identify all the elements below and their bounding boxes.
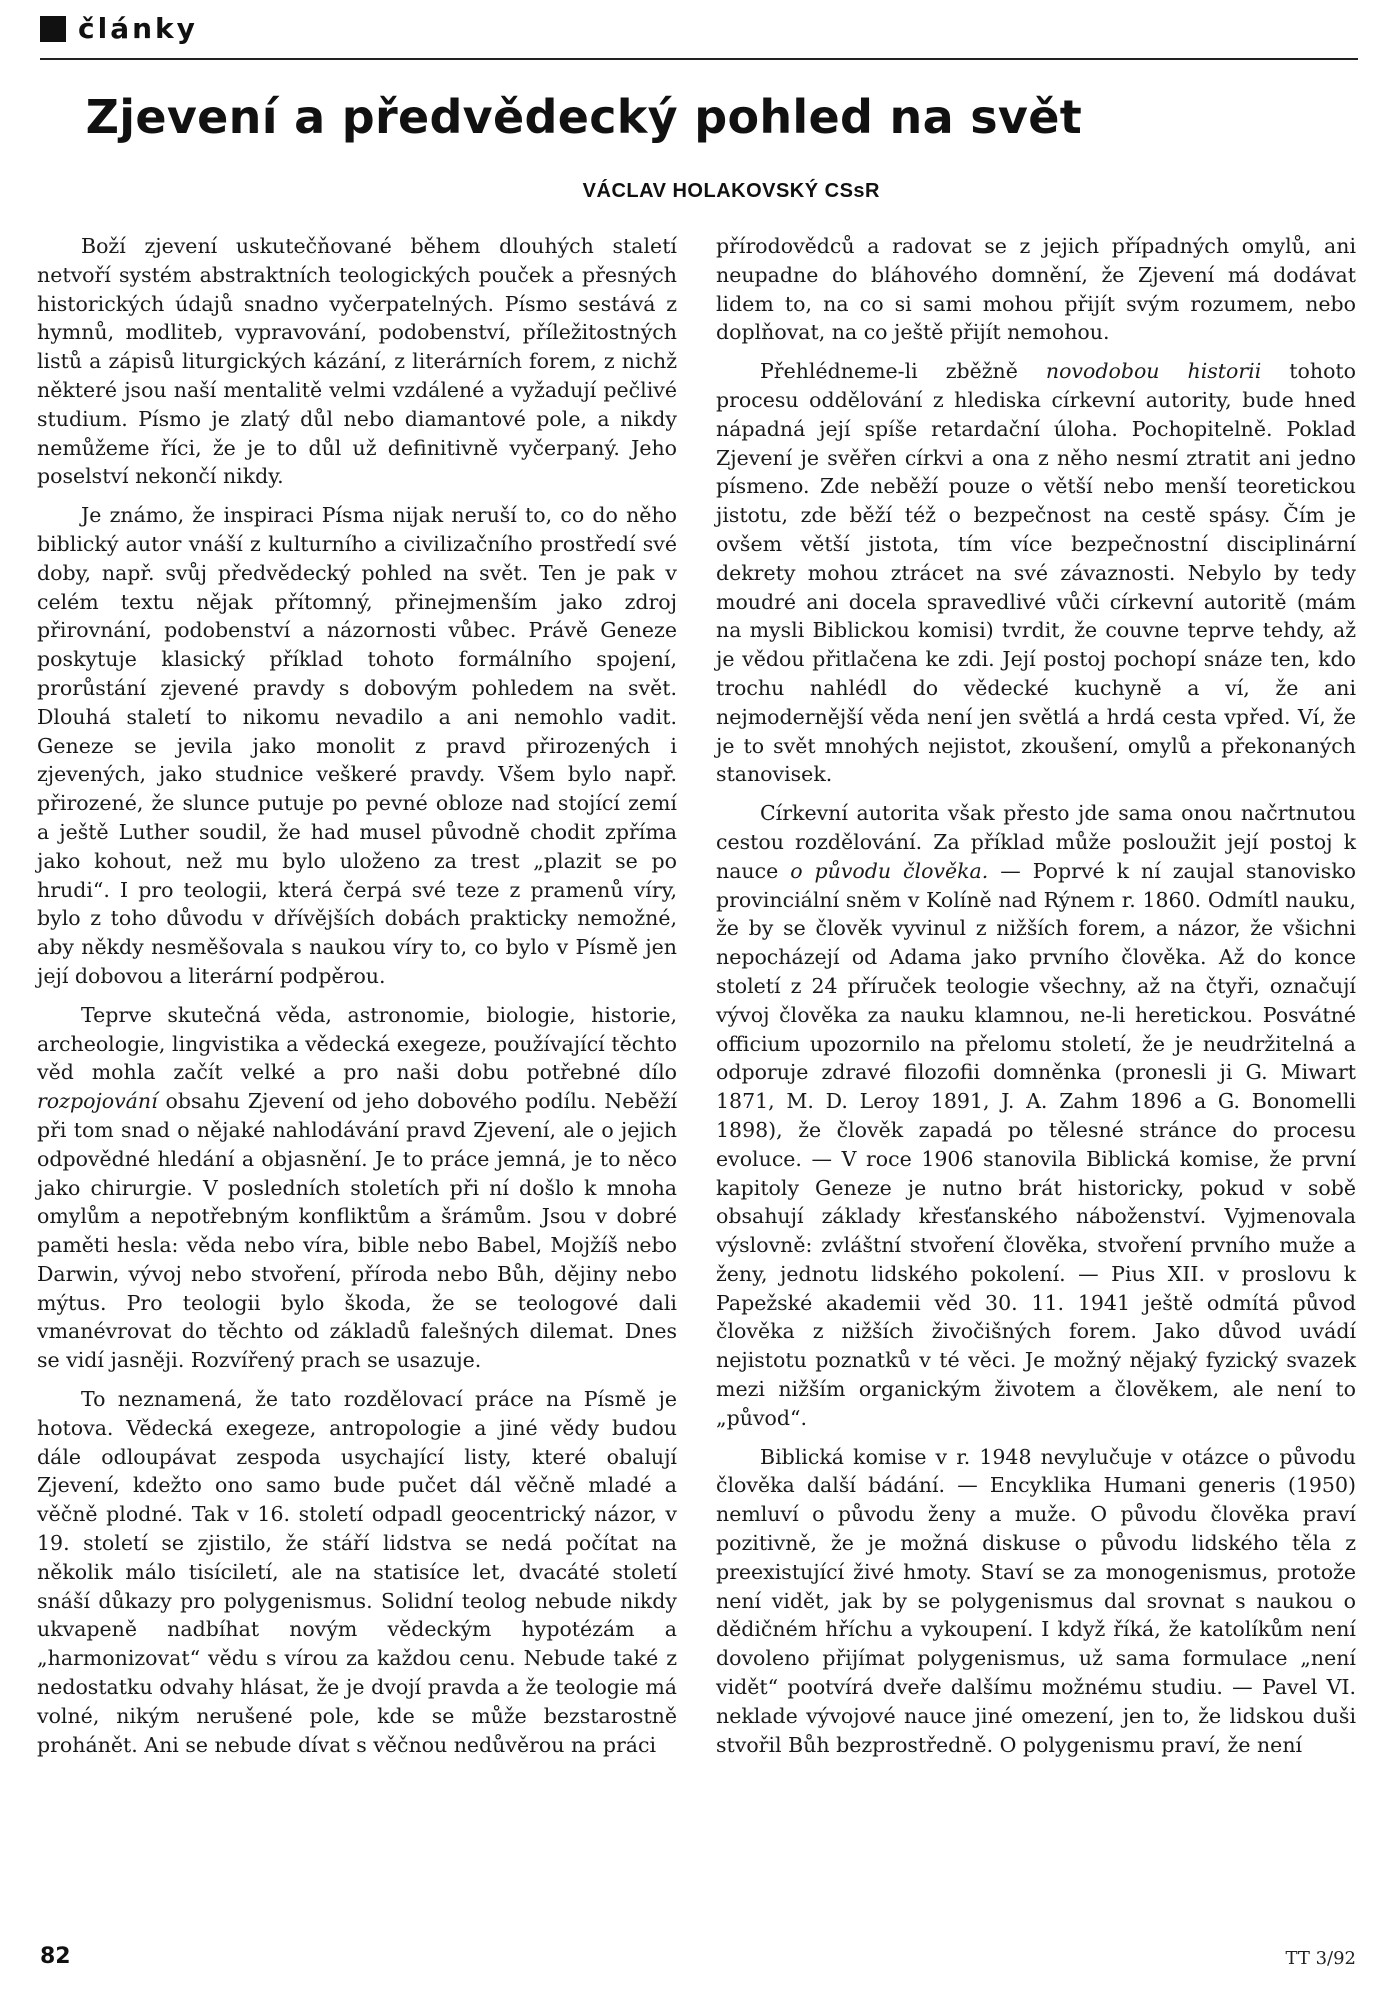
page-number: 82	[40, 1944, 71, 1969]
paragraph-text: — Poprvé k ní zaujal stanovisko provinciální sněm v Kolíně nad Rýnem r. 1860. Odmítl nauku, že by se člověk vyvinul z nižších forem, a názor, že všichni nepocházejí od Adama jako prvního člověka. Až do konce století z 24 příruček teologie všechny, až na čtyři, označují vývoj člověka za nauku klamnou, ne-li heretickou. Posvátné officium upozornilo na přelomu století, že je neudržitelná a odporuje zdravé filozofii domněnka (pronesli ji G. Miwart 1871, M. D. Leroy 1891, J. A. Zahm 1896 a G. Bonomelli 1898), že člověk zapadá po tělesné stránce do procesu evoluce. — V roce 1906 stanovila Biblická komise, že první kapitoly Geneze je nutno brát historicky, pokud v sobě obsahují základy křesťanského náboženství. Vyjmenovala výslovně: zvláštní stvoření člověka, stvoření prvního muže a ženy, jednotu lidského pokolení. — Pius XII. v proslovu k Papežské akademii věd 30. 11. 1941 ještě odmítá původ člověka z nižších živočišných forem. Jako důvod uvádí nejistotu poznatků v té věci. Je možný nějaký fyzický svazek mezi nižším organickým životem a člověkem, ale není to „původ“.	[716, 858, 1356, 1430]
article-author: VÁCLAV HOLAKOVSKÝ CSsR	[582, 180, 880, 202]
right-column	[716, 232, 1356, 1769]
emphasis-text: novodobou historii	[1045, 359, 1262, 384]
paragraph-text: obsahu Zjevení od jeho dobového podílu. Neběží při tom snad o nějaké nahlodávání pravd Zjevení, ale o jejich odpovědné hledání a objasnění. Je to práce jemná, je to něco jako chirurgie. V posledních stoletích při ní došlo k mnoha omylům a nepotřebným konfliktům a šrámům. Jsou v dobré paměti hesla: věda nebo víra, bible nebo Babel, Mojžíš nebo Darwin, vývoj nebo stvoření, příroda nebo Bůh, dějiny nebo mýtus. Pro teologii bylo škoda, že se teologové dali vmanévrovat do těchto od základů falešných dilemat. Dnes se vidí jasněji. Rozvířený prach se usazuje.	[37, 1089, 677, 1373]
emphasis-text: o původu člověka.	[790, 858, 989, 883]
left-column	[37, 232, 677, 1769]
paragraph-text: Teprve skutečná věda, astronomie, biologie, historie, archeologie, lingvistika a vědecká exegeze, používající těchto věd mohla začít velké a pro naši dobu potřebné dílo	[37, 1002, 677, 1085]
header-rule	[40, 58, 1358, 60]
paragraph: Je známo, že inspiraci Písma nijak neruší to, co do něho biblický autor vnáší z kulturního a civilizačního prostředí své doby, např. svůj předvědecký pohled na svět. Ten je pak v celém textu nějak přítomný, přinejmenším jako zdroj přirovnání, podobenství a názornosti vůbec. Právě Geneze poskytuje klasický příklad tohoto formálního spojení, prorůstání zjevené pravdy s dobovým pohledem na svět. Dlouhá staletí to nikomu nevadilo a ani nemohlo vadit. Geneze se jevila jako monolit z pravd přirozených i zjevených, jako studnice veškeré pravdy. Všem bylo např. přirozené, že slunce putuje po pevné obloze nad stojící zemí a ještě Luther soudil, že had musel původně chodit zpříma jako kohout, než mu bylo uloženo za trest „plazit se po hrudi“. I pro teologii, která čerpá své teze z pramenů víry, bylo z toho důvodu v dřívějších dobách prakticky nemožné, aby někdy nesměšovala s naukou víry to, co bylo v Písmě jen její dobovou a literární podpěrou.	[37, 503, 677, 988]
paragraph-text: Církevní autorita však přesto jde sama onou načrtnutou cestou rozdělování. Za příklad může posloužit její postoj k nauce	[716, 801, 1356, 883]
article-title: Zjevení a předvědecký pohled na svět	[85, 90, 1082, 144]
paragraph	[716, 357, 1356, 789]
section-marker-square	[40, 16, 66, 42]
paragraph: To neznamená, že tato rozdělovací práce na Písmě je hotova. Vědecká exegeze, antropologie a jiné vědy budou dále odloupávat zespoda usychající listy, které obalují Zjevení, kdežto ono samo bude pučet dál věčně mladé a věčně plodné. Tak v 16. století odpadl geocentrický názor, v 19. století se zjistilo, že stáří lidstva se nedá počítat na několik málo tisíciletí, ale na statisíce let, dvacáté století snáší důkazy pro polygenismus. Solidní teolog nebude nikdy ukvapeně nadbíhat novým vědeckým hypotézám a „harmonizovat“ vědu s vírou za každou cenu. Nebude také z nedostatku odvahy hlásat, že je dvojí pravda a že teologie má volné, nikým nerušené pole, kde se může bezstarostně prohánět. Ani se nebude dívat s věčnou nedůvěrou na práci	[37, 1387, 677, 1757]
paragraph: Boží zjevení uskutečňované během dlouhých staletí netvoří systém abstraktních teologických pouček a přesných historických údajů snadno vyčerpatelných. Písmo sestává z hymnů, modliteb, vypravování, podobenství, příležitostných listů a zápisů liturgických kázání, z literárních forem, z nichž některé jsou naší mentalitě velmi vzdálené a vyžadují pečlivé studium. Písmo je zlatý důl nebo diamantové pole, a nikdy nemůžeme říci, že je to důl už definitivně vyčerpaný. Jeho poselství nekončí nikdy.	[37, 234, 677, 489]
paragraph: Biblická komise v r. 1948 nevylučuje v otázce o původu člověka další bádání. — Encyklika Humani generis (1950) nemluví o původu ženy a muže. O původu člověka praví pozitivně, že je možná diskuse o původu lidského těla z preexistující živé hmoty. Staví se za monogenismus, protože není vidět, jak by se polygenismus dal srovnat s naukou o dědičném hříchu a vykoupení. I když říká, že katolíkům není dovoleno přijímat polygenismus, už sama formulace „není vidět“ pootvírá dveře dalšímu možnému studiu. — Pavel VI. neklade vývojové nauce jiné omezení, jen to, že lidskou duši stvořil Bůh bezprostředně. O polygenismu praví, že není	[716, 1444, 1356, 1757]
paragraph-continuation: přírodovědců a radovat se z jejich případných omylů, ani neupadne do bláhového domnění, že Zjevení má dodávat lidem to, na co si sami mohou přijít svým rozumem, nebo doplňovat, na co ještě přijít nemohou.	[716, 234, 1356, 345]
paragraph-text: Přehlédneme-li zběžně	[760, 359, 1046, 384]
paragraph	[716, 799, 1356, 1433]
issue-label: TT 3/92	[1285, 1948, 1356, 1969]
section-header	[40, 12, 198, 45]
paragraph	[37, 1001, 677, 1375]
section-label: články	[78, 12, 198, 45]
emphasis-text: rozpojování	[37, 1089, 158, 1114]
paragraph-text: tohoto procesu oddělování z hlediska církevní autority, bude hned nápadná její spíše retardační úloha. Pochopitelně. Poklad Zjevení je svěřen církvi a ona z něho nesmí ztratit ani jedno písmeno. Zde neběží pouze o větší nebo menší teoretickou jistotu, zde běží též o bezpečnost na cestě spásy. Čím je ovšem větší jistota, tím více bezpečnostní disciplinární dekrety mohou ztrácet na své závaznosti. Nebylo by tedy moudré ani docela spravedlivé vůči církevní autoritě (mám na mysli Biblickou komisi) tvrdit, že couvne teprve tehdy, až je vědou přitlačena ke zdi. Její postoj pochopí snáze ten, kdo trochu nahlédl do vědecké kuchyně a ví, že ani nejmodernější věda není jen světlá a hrdá cesta vpřed. Ví, že je to svět mnohých nejistot, zkoušení, omylů a překonaných stanovisek.	[716, 359, 1356, 787]
